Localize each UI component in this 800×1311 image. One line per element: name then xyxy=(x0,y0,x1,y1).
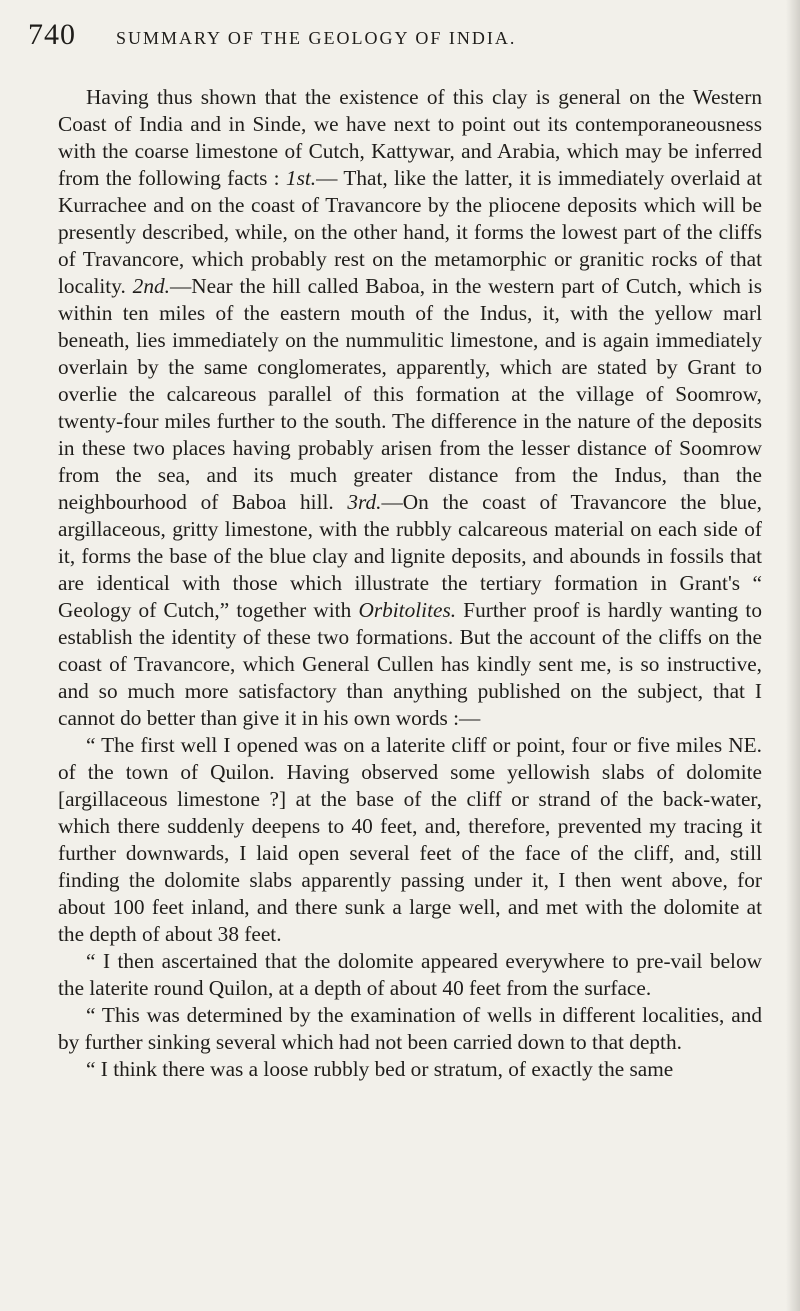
paragraph-1-part-c: —Near the hill called Baboa, in the western part of Cutch, which is within ten miles of the eastern mouth of the Indus, it, with the yellow marl beneath, lies immediately on the nummulitic limestone, and is again immediately overlain by the same conglomerates, apparently, which are stated by Grant to overlie the calcareous parallel of this formation at the village of Soomrow, twenty-four miles further to the south. The difference in the nature of the deposits in these two places having probably arisen from the lesser distance of Soomrow from the sea, and its much greater distance from the Indus, than the neighbourhood of Baboa hill. xyxy=(58,274,762,514)
paragraph-3: “ I then ascertained that the dolomite appeared everywhere to pre-vail below the laterite round Quilon, at a depth of about 40 feet from the surface. xyxy=(58,949,762,1000)
fossil-name: Orbitolites. xyxy=(358,598,457,622)
body-text xyxy=(58,84,762,1083)
paragraph-1-part-d: —On the coast of Travancore the blue, argillaceous, gritty limestone, with the rubbly calcareous material on each side of it, forms the base of the blue clay and lignite deposits, and abounds in fossils that are identical with those which illustrate the tertiary formation in Grant's “ Geology of Cutch,” together with xyxy=(58,490,762,622)
paragraph-1-part-a: Having thus shown that the existence of this clay is general on the Western Coast of India and in Sinde, we have next to point out its contemporaneousness with the coarse limestone of Cutch, Kattywar, and Arabia, which may be inferred from the following facts : xyxy=(58,85,762,190)
paragraph-2: “ The first well I opened was on a laterite cliff or point, four or five miles NE. of the town of Quilon. Having observed some yellowish slabs of dolomite [argillaceous limestone ?] at the base of the cliff or strand of the back-water, which there suddenly deepens to 40 feet, and, therefore, prevented my tracing it further downwards, I laid open several feet of the face of the cliff, and, still finding the dolomite slabs apparently passing under it, I then went above, for about 100 feet inland, and there sunk a large well, and met with the dolomite at the depth of about 38 feet. xyxy=(58,733,762,946)
ordinal-first: 1st. xyxy=(285,166,317,190)
page-number: 740 xyxy=(28,18,76,51)
paragraph-1-part-b: — That, like the latter, it is immediately overlaid at Kurrachee and on the coast of Travancore by the pliocene deposits which will be presently described, while, on the other hand, it forms the lowest part of the cliffs of Travancore, which probably rest on the metamorphic or granitic rocks of that locality. xyxy=(58,166,762,298)
running-head: SUMMARY OF THE GEOLOGY OF INDIA. xyxy=(116,28,517,48)
paragraph-1 xyxy=(58,84,762,732)
paragraph-5: “ I think there was a loose rubbly bed or stratum, of exactly the same xyxy=(86,1057,674,1081)
paragraph-1-part-e: Further proof is hardly wanting to establish the identity of these two formations. But the account of the cliffs on the coast of Travancore, which General Cullen has kindly sent me, is so instructive, and so much more satisfactory than anything published on the subject, that I cannot do better than give it in his own words :— xyxy=(58,598,762,730)
paragraph-4: “ This was determined by the examination of wells in different localities, and by further sinking several which had not been carried down to that depth. xyxy=(58,1003,762,1054)
ordinal-second: 2nd. xyxy=(132,274,170,298)
ordinal-third: 3rd. xyxy=(347,490,382,514)
page-edge-shadow xyxy=(786,0,800,1311)
page-header xyxy=(28,18,762,62)
